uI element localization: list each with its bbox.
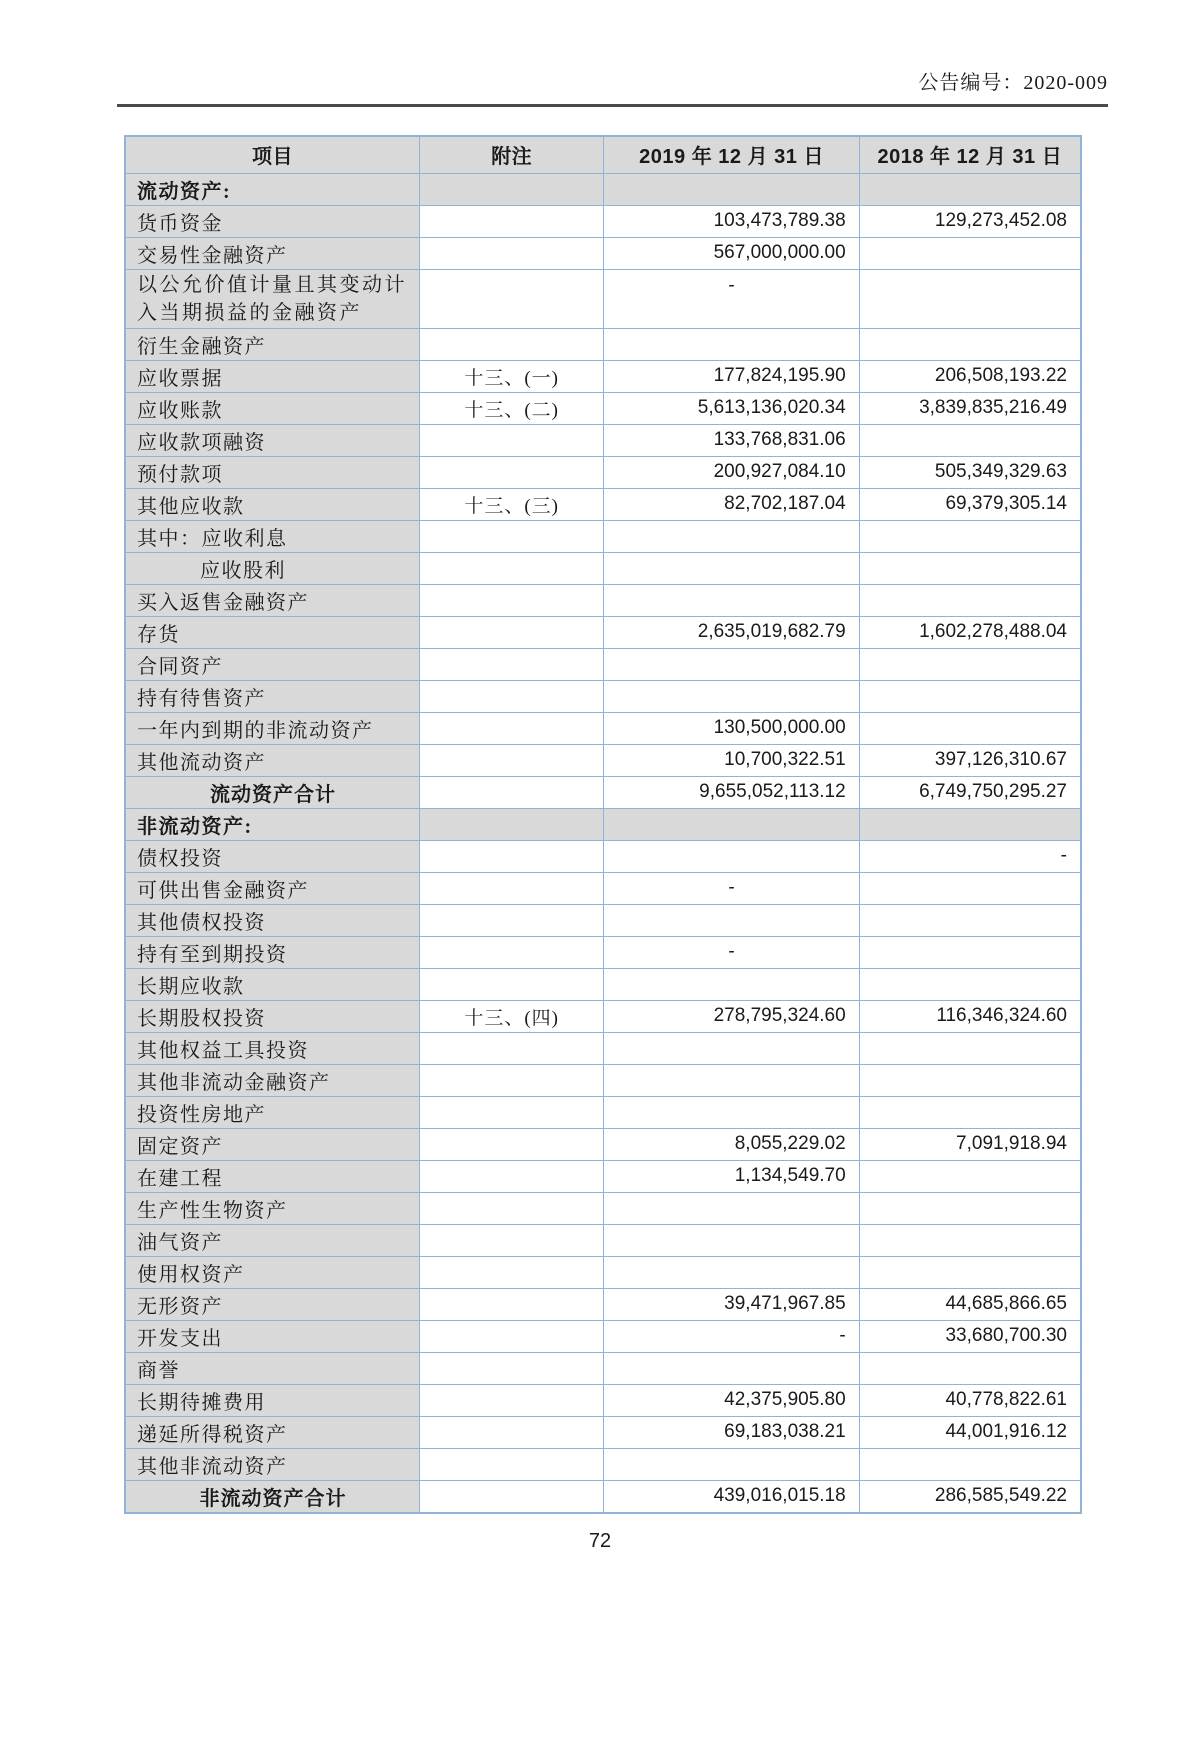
cell-2019 [604,552,859,584]
cell-note [419,237,604,269]
table-row [125,1448,1081,1480]
cell-note [419,648,604,680]
cell-2018 [859,648,1081,680]
cell-note [419,1352,604,1384]
cell-item: 长期应收款 [125,968,419,1000]
cell-item: 递延所得税资产 [125,1416,419,1448]
cell-note [419,520,604,552]
cell-item: 长期股权投资 [125,1000,419,1032]
cell-note [419,1288,604,1320]
cell-item: 油气资产 [125,1224,419,1256]
cell-item: 买入返售金融资产 [125,584,419,616]
cell-2018: 116,346,324.60 [859,1000,1081,1032]
table-row [125,648,1081,680]
cell-2018: 286,585,549.22 [859,1480,1081,1513]
cell-2018 [859,1032,1081,1064]
cell-2019: 278,795,324.60 [604,1000,859,1032]
cell-2019 [604,1192,859,1224]
table-row [125,1224,1081,1256]
cell-item: 一年内到期的非流动资产 [125,712,419,744]
cell-note [419,456,604,488]
cell-item: 交易性金融资产 [125,237,419,269]
cell-item: 债权投资 [125,840,419,872]
cell-2018 [859,1160,1081,1192]
table-row [125,936,1081,968]
cell-2019: 8,055,229.02 [604,1128,859,1160]
cell-note [419,1096,604,1128]
cell-2019 [604,1032,859,1064]
cell-2018: 505,349,329.63 [859,456,1081,488]
cell-2019: 200,927,084.10 [604,456,859,488]
table-row [125,1032,1081,1064]
cell-note [419,552,604,584]
cell-2018 [859,872,1081,904]
cell-note [419,269,604,328]
cell-note [419,1160,604,1192]
cell-2018: - [859,840,1081,872]
cell-item: 衍生金融资产 [125,328,419,360]
cell-item: 持有至到期投资 [125,936,419,968]
cell-item: 非流动资产合计 [125,1480,419,1513]
cell-note [419,1416,604,1448]
cell-2019: 439,016,015.18 [604,1480,859,1513]
column-header-2019: 2019 年 12 月 31 日 [604,136,859,173]
cell-note: 十三、(三) [419,488,604,520]
cell-note [419,173,604,205]
cell-item: 其他流动资产 [125,744,419,776]
cell-2018: 206,508,193.22 [859,360,1081,392]
cell-2019: - [604,269,859,328]
table-row [125,680,1081,712]
cell-note [419,1480,604,1513]
cell-2019: 177,824,195.90 [604,360,859,392]
table-row [125,520,1081,552]
table-row [125,1096,1081,1128]
cell-2019 [604,1352,859,1384]
cell-2019 [604,584,859,616]
cell-note [419,744,604,776]
table-row [125,1480,1081,1513]
cell-note [419,904,604,936]
table-row [125,205,1081,237]
table-header-row [125,136,1081,173]
cell-2018 [859,1448,1081,1480]
cell-item: 无形资产 [125,1288,419,1320]
table-row [125,1352,1081,1384]
cell-2019 [604,648,859,680]
table-row [125,808,1081,840]
cell-2018: 129,273,452.08 [859,205,1081,237]
cell-item: 可供出售金融资产 [125,872,419,904]
cell-2019: - [604,1320,859,1352]
cell-note [419,936,604,968]
cell-item: 以公允价值计量且其变动计入当期损益的金融资产 [125,269,419,328]
cell-2019 [604,1224,859,1256]
table-row [125,744,1081,776]
cell-item: 其中：应收利息 [125,520,419,552]
cell-note [419,680,604,712]
cell-2019: 5,613,136,020.34 [604,392,859,424]
cell-2019: 133,768,831.06 [604,424,859,456]
cell-2019 [604,1096,859,1128]
cell-2019 [604,680,859,712]
table-row [125,1384,1081,1416]
cell-2019: 103,473,789.38 [604,205,859,237]
cell-note [419,1384,604,1416]
table-row [125,1128,1081,1160]
table-row [125,1192,1081,1224]
cell-2019 [604,808,859,840]
cell-2018 [859,584,1081,616]
cell-2019 [604,968,859,1000]
cell-note [419,776,604,808]
cell-2019: 2,635,019,682.79 [604,616,859,648]
table-row [125,904,1081,936]
cell-2018 [859,1224,1081,1256]
column-header-note: 附注 [419,136,604,173]
cell-note [419,584,604,616]
table-row [125,424,1081,456]
cell-note [419,1128,604,1160]
cell-note [419,808,604,840]
table-row [125,237,1081,269]
cell-2018 [859,808,1081,840]
column-header-item: 项目 [125,136,419,173]
cell-item: 应收股利 [125,552,419,584]
cell-note [419,1192,604,1224]
cell-item: 投资性房地产 [125,1096,419,1128]
cell-2018: 44,685,866.65 [859,1288,1081,1320]
cell-item: 其他应收款 [125,488,419,520]
table-row [125,328,1081,360]
cell-2018 [859,1192,1081,1224]
cell-note: 十三、(二) [419,392,604,424]
cell-note [419,1256,604,1288]
table-row [125,269,1081,328]
cell-2019: 69,183,038.21 [604,1416,859,1448]
cell-2018 [859,904,1081,936]
cell-2018: 3,839,835,216.49 [859,392,1081,424]
page-number: 72 [588,1529,612,1552]
cell-2019: 9,655,052,113.12 [604,776,859,808]
cell-2018 [859,936,1081,968]
table-row [125,1288,1081,1320]
cell-item: 应收款项融资 [125,424,419,456]
table-header [125,136,1081,173]
cell-item: 生产性生物资产 [125,1192,419,1224]
table-row [125,1320,1081,1352]
table-row [125,840,1081,872]
cell-2019 [604,1256,859,1288]
cell-2018: 69,379,305.14 [859,488,1081,520]
balance-sheet-table [124,135,1082,1514]
cell-2018 [859,520,1081,552]
cell-2019 [604,520,859,552]
cell-note [419,968,604,1000]
table-row [125,1416,1081,1448]
cell-2019: - [604,936,859,968]
cell-item: 货币资金 [125,205,419,237]
cell-2019: 82,702,187.04 [604,488,859,520]
cell-item: 其他权益工具投资 [125,1032,419,1064]
table-row [125,1256,1081,1288]
table-row [125,1160,1081,1192]
cell-2019: 567,000,000.00 [604,237,859,269]
cell-2019: 42,375,905.80 [604,1384,859,1416]
cell-note [419,1032,604,1064]
cell-item: 其他非流动资产 [125,1448,419,1480]
cell-item: 流动资产合计 [125,776,419,808]
cell-2018 [859,328,1081,360]
table-row [125,968,1081,1000]
table-row [125,872,1081,904]
cell-2018 [859,552,1081,584]
cell-item: 固定资产 [125,1128,419,1160]
table-row [125,712,1081,744]
cell-2018 [859,269,1081,328]
cell-2019 [604,328,859,360]
cell-note [419,1224,604,1256]
cell-2018 [859,1352,1081,1384]
cell-2018 [859,1064,1081,1096]
table-row [125,552,1081,584]
cell-item: 存货 [125,616,419,648]
cell-2019: 130,500,000.00 [604,712,859,744]
cell-2018 [859,1256,1081,1288]
table-row [125,584,1081,616]
cell-item: 应收账款 [125,392,419,424]
cell-2019 [604,1448,859,1480]
cell-2018: 40,778,822.61 [859,1384,1081,1416]
cell-2018 [859,712,1081,744]
cell-note [419,424,604,456]
cell-note: 十三、(四) [419,1000,604,1032]
cell-2018 [859,968,1081,1000]
doc-number: 公告编号：2020-009 [117,66,1108,107]
cell-note [419,872,604,904]
cell-item: 使用权资产 [125,1256,419,1288]
cell-note [419,616,604,648]
table-row [125,360,1081,392]
cell-note [419,205,604,237]
cell-item: 非流动资产: [125,808,419,840]
cell-2018 [859,424,1081,456]
cell-item: 其他债权投资 [125,904,419,936]
table-row [125,1064,1081,1096]
cell-2018 [859,1096,1081,1128]
balance-sheet-table-wrap [124,135,1082,1514]
cell-note [419,1448,604,1480]
cell-2018 [859,680,1081,712]
cell-note: 十三、(一) [419,360,604,392]
cell-2018: 397,126,310.67 [859,744,1081,776]
cell-2018: 7,091,918.94 [859,1128,1081,1160]
cell-item: 开发支出 [125,1320,419,1352]
table-row [125,488,1081,520]
cell-item: 长期待摊费用 [125,1384,419,1416]
cell-2019 [604,173,859,205]
table-row [125,173,1081,205]
cell-item: 预付款项 [125,456,419,488]
cell-note [419,1064,604,1096]
table-row [125,456,1081,488]
cell-item: 在建工程 [125,1160,419,1192]
cell-item: 商誉 [125,1352,419,1384]
cell-2018: 1,602,278,488.04 [859,616,1081,648]
table-row [125,392,1081,424]
cell-2019: 1,134,549.70 [604,1160,859,1192]
cell-note [419,840,604,872]
cell-item: 持有待售资产 [125,680,419,712]
cell-2019: 10,700,322.51 [604,744,859,776]
column-header-2018: 2018 年 12 月 31 日 [859,136,1081,173]
cell-2018 [859,173,1081,205]
balance-sheet-body [125,173,1081,1513]
cell-item: 合同资产 [125,648,419,680]
cell-item: 流动资产: [125,173,419,205]
cell-2019 [604,904,859,936]
cell-2019 [604,1064,859,1096]
cell-2018 [859,237,1081,269]
cell-note [419,328,604,360]
table-row [125,776,1081,808]
cell-2019: - [604,872,859,904]
cell-2018: 6,749,750,295.27 [859,776,1081,808]
cell-2018: 44,001,916.12 [859,1416,1081,1448]
table-row [125,616,1081,648]
cell-item: 其他非流动金融资产 [125,1064,419,1096]
cell-2019: 39,471,967.85 [604,1288,859,1320]
table-row [125,1000,1081,1032]
cell-note [419,1320,604,1352]
cell-2018: 33,680,700.30 [859,1320,1081,1352]
cell-2019 [604,840,859,872]
cell-note [419,712,604,744]
cell-item: 应收票据 [125,360,419,392]
